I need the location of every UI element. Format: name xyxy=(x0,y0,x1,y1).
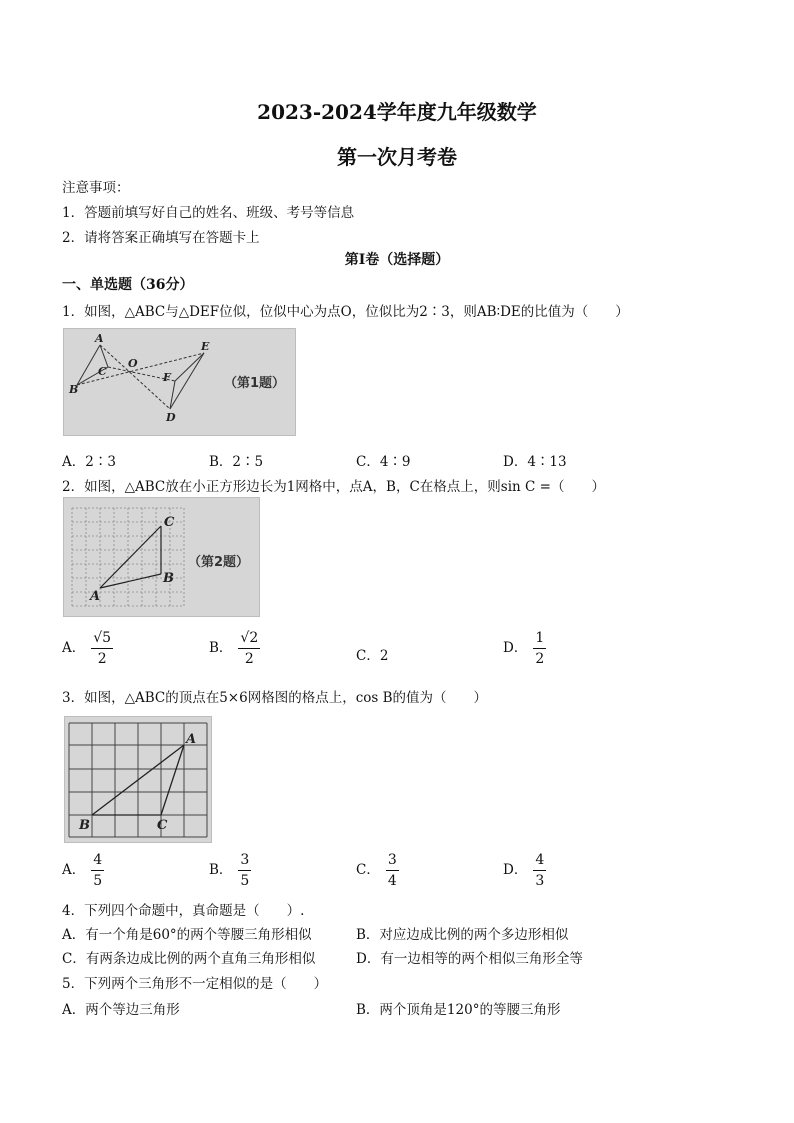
question-1-stem: 1．如图，△ABC与△DEF位似，位似中心为点O，位似比为2∶3，则AB∶DE的比值为（ ） xyxy=(62,304,629,320)
question-3-figure xyxy=(64,716,212,843)
fig1-label-d: D xyxy=(166,411,176,424)
note-item: 1．答题前填写好自己的姓名、班级、考号等信息 xyxy=(62,205,355,221)
question-1-option-b: B．2∶5 xyxy=(209,454,264,470)
question-4-option-c: C．有两条边成比例的两个直角三角形相似 xyxy=(62,951,316,967)
question-4-option-a: A．有一个角是60°的两个等腰三角形相似 xyxy=(62,927,312,943)
fig1-label-e: E xyxy=(201,340,210,353)
question-3-option-d: D． $\frac{4}{3}$ xyxy=(503,852,545,889)
question-2-figure xyxy=(63,497,260,617)
question-4-option-b: B．对应边成比例的两个多边形相似 xyxy=(356,927,569,943)
question-3-stem: 3．如图，△ABC的顶点在5×6网格图的格点上，cos B的值为（ ） xyxy=(62,690,488,706)
question-3-option-b: B． $\frac{3}{5}$ xyxy=(209,852,250,889)
fig2-label-c: C xyxy=(164,515,175,530)
question-5-option-a: A．两个等边三角形 xyxy=(62,1002,180,1018)
fig1-label-a: A xyxy=(95,332,104,345)
section-title: 一、单选题（36分） xyxy=(62,277,194,293)
fig2-label-a: A xyxy=(90,589,101,604)
exam-subtitle: 第一次月考卷 xyxy=(337,145,457,169)
fig3-label-c: C xyxy=(157,818,168,833)
question-4-option-d: D．有一边相等的两个相似三角形全等 xyxy=(356,951,583,967)
question-5-stem: 5．下列两个三角形不一定相似的是（ ） xyxy=(62,976,328,992)
fig1-label-b: B xyxy=(69,383,79,396)
question-5-option-b: B．两个顶角是120°的等腰三角形 xyxy=(356,1002,561,1018)
question-4-stem: 4．下列四个命题中，真命题是（ ）. xyxy=(62,903,305,919)
question-1-figure xyxy=(63,328,296,436)
fig3-label-a: A xyxy=(186,732,197,747)
fig1-label-o: O xyxy=(128,357,138,370)
question-1-option-d: D．4∶13 xyxy=(503,454,567,470)
exam-title: 2023-2024学年度九年级数学 xyxy=(257,100,537,124)
question-3-option-c: C． $\frac{3}{4}$ xyxy=(356,852,397,889)
fig1-label-c: C xyxy=(98,365,107,378)
note-item: 2．请将答案正确填写在答题卡上 xyxy=(62,230,260,246)
fig1-caption: （第1题） xyxy=(224,376,286,391)
question-2-stem: 2．如图，△ABC放在小正方形边长为1网格中，点A，B，C在格点上，则sin C =（ ） xyxy=(62,479,605,495)
question-1-option-a: A．2∶3 xyxy=(62,454,116,470)
question-1-option-c: C．4∶9 xyxy=(356,454,411,470)
fig1-label-f: F xyxy=(163,371,171,384)
question-2-option-d: D． $\frac{1}{2}$ xyxy=(503,630,545,667)
notes-heading: 注意事项： xyxy=(62,180,130,196)
question-3-option-a: A． $\frac{4}{5}$ xyxy=(62,852,103,889)
fig2-label-b: B xyxy=(163,571,174,586)
question-2-option-b: B． $\frac{√2}{2}$ xyxy=(209,630,259,667)
fig3-label-b: B xyxy=(79,818,90,833)
question-2-option-a: A． $\frac{√5}{2}$ xyxy=(62,630,112,667)
part-title: 第Ⅰ卷（选择题） xyxy=(344,252,450,268)
question-2-option-c: C．2 xyxy=(356,648,389,664)
fig2-caption: （第2题） xyxy=(188,555,250,570)
